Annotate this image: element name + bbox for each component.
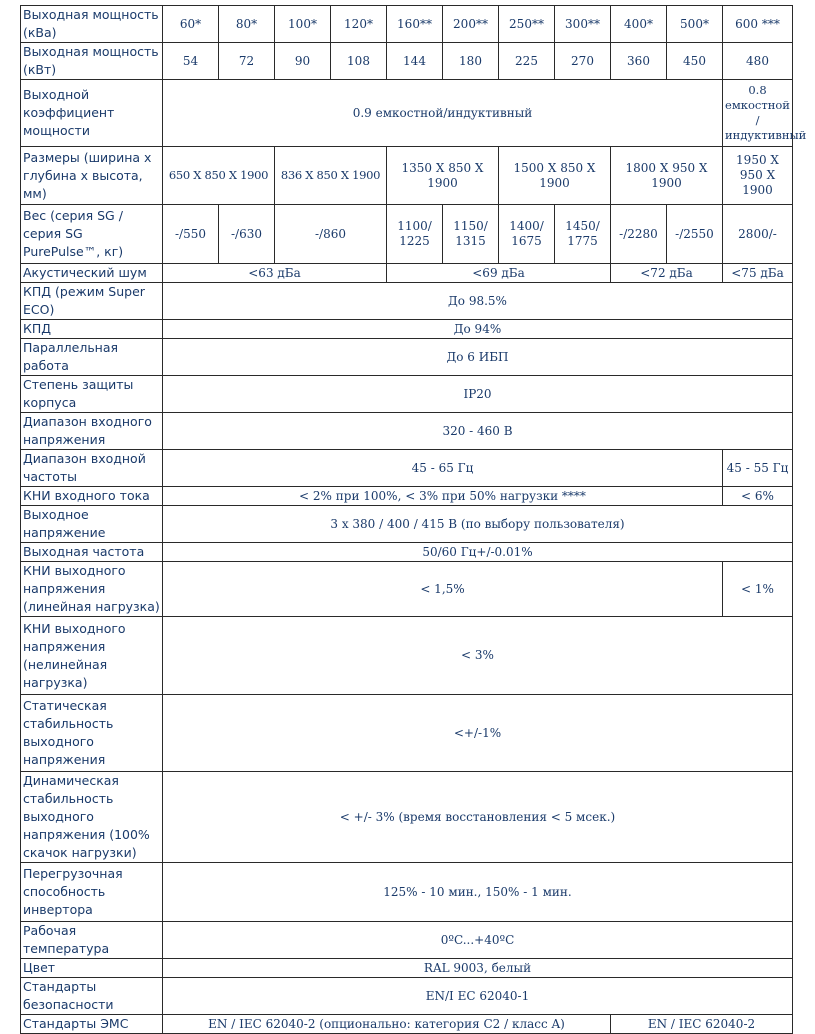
value-cell: 1950 X 950 X 1900 <box>723 147 793 205</box>
row-label: КНИ выходного напряжения (линейная нагрузка) <box>21 562 163 617</box>
value-cell: До 94% <box>163 320 793 339</box>
value-cell: <69 дБа <box>387 264 611 283</box>
row-label: Диапазон входной частоты <box>21 450 163 487</box>
row-label: Вес (серия SG / серия SG PurePulse™, кг) <box>21 205 163 264</box>
value-cell: 1100/ 1225 <box>387 205 443 264</box>
value-cell: 100* <box>275 6 331 43</box>
value-cell: <+/-1% <box>163 695 793 772</box>
value-cell: 600 *** <box>723 6 793 43</box>
value-cell: 2800/- <box>723 205 793 264</box>
value-cell: 300** <box>555 6 611 43</box>
value-cell: 270 <box>555 43 611 80</box>
table-row <box>21 205 793 264</box>
value-cell: 0.8 емкостной /индуктивный <box>723 80 793 147</box>
value-cell: 250** <box>499 6 555 43</box>
value-cell: 160** <box>387 6 443 43</box>
row-label: КПД <box>21 320 163 339</box>
value-cell: 144 <box>387 43 443 80</box>
table-row <box>21 376 793 413</box>
table-row <box>21 772 793 863</box>
value-cell: 480 <box>723 43 793 80</box>
value-cell: 50/60 Гц+/-0.01% <box>163 543 793 562</box>
value-cell: EN / IEC 62040-2 <box>611 1015 793 1034</box>
value-cell: 1150/ 1315 <box>443 205 499 264</box>
value-cell: 90 <box>275 43 331 80</box>
value-cell: 1400/ 1675 <box>499 205 555 264</box>
table-row <box>21 320 793 339</box>
value-cell: < 6% <box>723 487 793 506</box>
row-label: Стандарты ЭМС <box>21 1015 163 1034</box>
table-row <box>21 543 793 562</box>
value-cell: 60* <box>163 6 219 43</box>
value-cell: 120* <box>331 6 387 43</box>
table-row <box>21 978 793 1015</box>
value-cell: 45 - 55 Гц <box>723 450 793 487</box>
row-label: КНИ выходного напряжения (нелинейная нагрузка) <box>21 617 163 695</box>
table-row <box>21 617 793 695</box>
value-cell: EN / IEC 62040-2 (опционально: категория C2 / класс A) <box>163 1015 611 1034</box>
value-cell: -/630 <box>219 205 275 264</box>
value-cell: 1500 X 850 X 1900 <box>499 147 611 205</box>
value-cell: До 98.5% <box>163 283 793 320</box>
value-cell: 3 x 380 / 400 / 415 В (по выбору пользователя) <box>163 506 793 543</box>
row-label: Статическая стабильность выходного напряжения <box>21 695 163 772</box>
value-cell: 400* <box>611 6 667 43</box>
value-cell: < 1,5% <box>163 562 723 617</box>
value-cell: 1800 X 950 X 1900 <box>611 147 723 205</box>
value-cell: <63 дБа <box>163 264 387 283</box>
table-row <box>21 6 793 43</box>
value-cell: 1450/ 1775 <box>555 205 611 264</box>
value-cell: < 1% <box>723 562 793 617</box>
value-cell: 200** <box>443 6 499 43</box>
table-row <box>21 562 793 617</box>
row-label: Стандарты безопасности <box>21 978 163 1015</box>
value-cell: -/550 <box>163 205 219 264</box>
row-label: Рабочая температура <box>21 922 163 959</box>
row-label: Выходная мощность (кВа) <box>21 6 163 43</box>
value-cell: RAL 9003, белый <box>163 959 793 978</box>
table-row <box>21 264 793 283</box>
table-row <box>21 506 793 543</box>
row-label: Диапазон входного напряжения <box>21 413 163 450</box>
row-label: Перегрузочная способность инвертора <box>21 863 163 922</box>
row-label: КПД (режим Super ECO) <box>21 283 163 320</box>
row-label: Цвет <box>21 959 163 978</box>
table-row <box>21 147 793 205</box>
row-label: Выходной коэффициент мощности <box>21 80 163 147</box>
value-cell: < 3% <box>163 617 793 695</box>
value-cell: До 6 ИБП <box>163 339 793 376</box>
table-row <box>21 450 793 487</box>
value-cell: < 2% при 100%, < 3% при 50% нагрузки **** <box>163 487 723 506</box>
row-label: Динамическая стабильность выходного напряжения (100% скачок нагрузки) <box>21 772 163 863</box>
value-cell: -/2550 <box>667 205 723 264</box>
ups-spec-table <box>20 5 807 1034</box>
value-cell: 320 - 460 В <box>163 413 793 450</box>
row-label: КНИ входного тока <box>21 487 163 506</box>
value-cell: < +/- 3% (время восстановления < 5 мсек.) <box>163 772 793 863</box>
table-row <box>21 863 793 922</box>
row-label: Выходная частота <box>21 543 163 562</box>
value-cell: 450 <box>667 43 723 80</box>
value-cell: 225 <box>499 43 555 80</box>
table-row <box>21 487 793 506</box>
value-cell: 45 - 65 Гц <box>163 450 723 487</box>
row-label: Акустический шум <box>21 264 163 283</box>
value-cell: 360 <box>611 43 667 80</box>
value-cell: EN/I EC 62040-1 <box>163 978 793 1015</box>
row-label: Выходная мощность (кВт) <box>21 43 163 80</box>
value-cell: 108 <box>331 43 387 80</box>
value-cell: -/860 <box>275 205 387 264</box>
value-cell: 836 X 850 X 1900 <box>275 147 387 205</box>
row-label: Размеры (ширина х глубина х высота, мм) <box>21 147 163 205</box>
value-cell: 72 <box>219 43 275 80</box>
row-label: Параллельная работа <box>21 339 163 376</box>
value-cell: 180 <box>443 43 499 80</box>
value-cell: <75 дБа <box>723 264 793 283</box>
value-cell: IP20 <box>163 376 793 413</box>
table-row <box>21 80 793 147</box>
table-row <box>21 959 793 978</box>
table-row <box>21 695 793 772</box>
row-label: Выходное напряжение <box>21 506 163 543</box>
table-row <box>21 339 793 376</box>
value-cell: -/2280 <box>611 205 667 264</box>
row-label: Степень защиты корпуса <box>21 376 163 413</box>
value-cell: 1350 X 850 X 1900 <box>387 147 499 205</box>
table-row <box>21 1015 793 1034</box>
table-row <box>21 43 793 80</box>
value-cell: 125% - 10 мин., 150% - 1 мин. <box>163 863 793 922</box>
value-cell: 0.9 емкостной/индуктивный <box>163 80 723 147</box>
value-cell: <72 дБа <box>611 264 723 283</box>
table-row <box>21 283 793 320</box>
value-cell: 650 X 850 X 1900 <box>163 147 275 205</box>
table-row <box>21 922 793 959</box>
value-cell: 54 <box>163 43 219 80</box>
value-cell: 0ºC...+40ºC <box>163 922 793 959</box>
value-cell: 500* <box>667 6 723 43</box>
value-cell: 80* <box>219 6 275 43</box>
table-row <box>21 413 793 450</box>
